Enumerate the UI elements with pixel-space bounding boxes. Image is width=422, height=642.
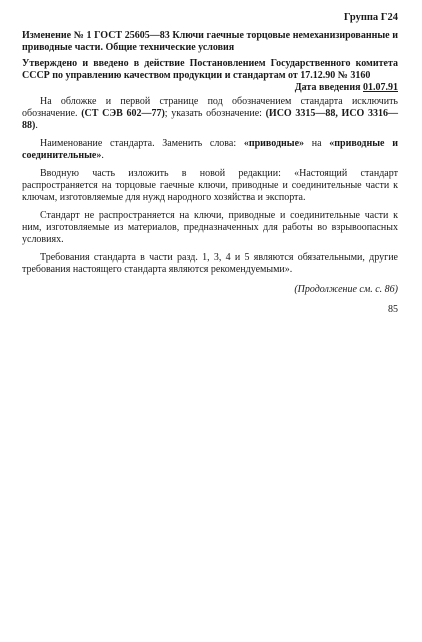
paragraph-text: Вводную часть изложить в новой редакции: «Настоящий стандарт распространяется на торцовые гаечные ключи, приводные и соединительные части к ключам, изготовляемые для нужд народного хозяйства и экспорта.: [22, 168, 398, 203]
paragraph: [22, 96, 398, 132]
paragraph-text: Требования стандарта в части разд. 1, 3, 4 и 5 являются обязательными, другие требования настоящего стандарта являются рекомендуемыми».: [22, 252, 398, 275]
paragraph-text: На обложке и первой странице под обозначением стандарта исключить обозначение.: [22, 96, 398, 119]
paragraph: [22, 168, 398, 204]
paragraph-text: на: [304, 138, 330, 149]
page-number: 85: [388, 304, 398, 315]
continuation-note: (Продолжение см. с. 86): [294, 284, 398, 295]
paragraph: [22, 210, 398, 246]
document-body: [22, 96, 398, 282]
paragraph-text: Стандарт не распространяется на ключи, приводные и соединительные части к ним, изготовляемые из материалов, предназначенных для работы во взрывоопасных условиях.: [22, 210, 398, 245]
paragraph-text: ; указать обозначение:: [164, 108, 266, 119]
paragraph-text: Наименование стандарта. Заменить слова:: [40, 138, 244, 149]
date-value: 01.07.91: [363, 82, 398, 93]
paragraph: [22, 252, 398, 276]
paragraph-bold: (СТ СЭВ 602—77): [81, 108, 165, 119]
paragraph-text: .: [101, 150, 104, 161]
approval-block: [22, 58, 398, 94]
paragraph-bold: «приводные»: [243, 138, 305, 149]
paragraph: [22, 138, 398, 162]
paragraph-bold: (ИСО 3315—88, ИСО 3316—88): [22, 108, 398, 131]
date-label: Дата введения: [294, 82, 361, 93]
amendment-header: Изменение № 1 ГОСТ 25605—83 Ключи гаечные торцовые немеханизированные и приводные части. Общие технические условия: [22, 30, 398, 53]
effective-date: [22, 82, 398, 94]
paragraph-text: .: [35, 120, 38, 131]
group-label: Группа Г24: [343, 12, 398, 23]
paragraph-bold: «приводные и соединительные»: [22, 138, 398, 161]
approval-text: Утверждено и введено в действие Постановлением Государственного комитета СССР по управлению качеством продукции и стандартам от 17.12.90 № 3160: [22, 58, 398, 81]
